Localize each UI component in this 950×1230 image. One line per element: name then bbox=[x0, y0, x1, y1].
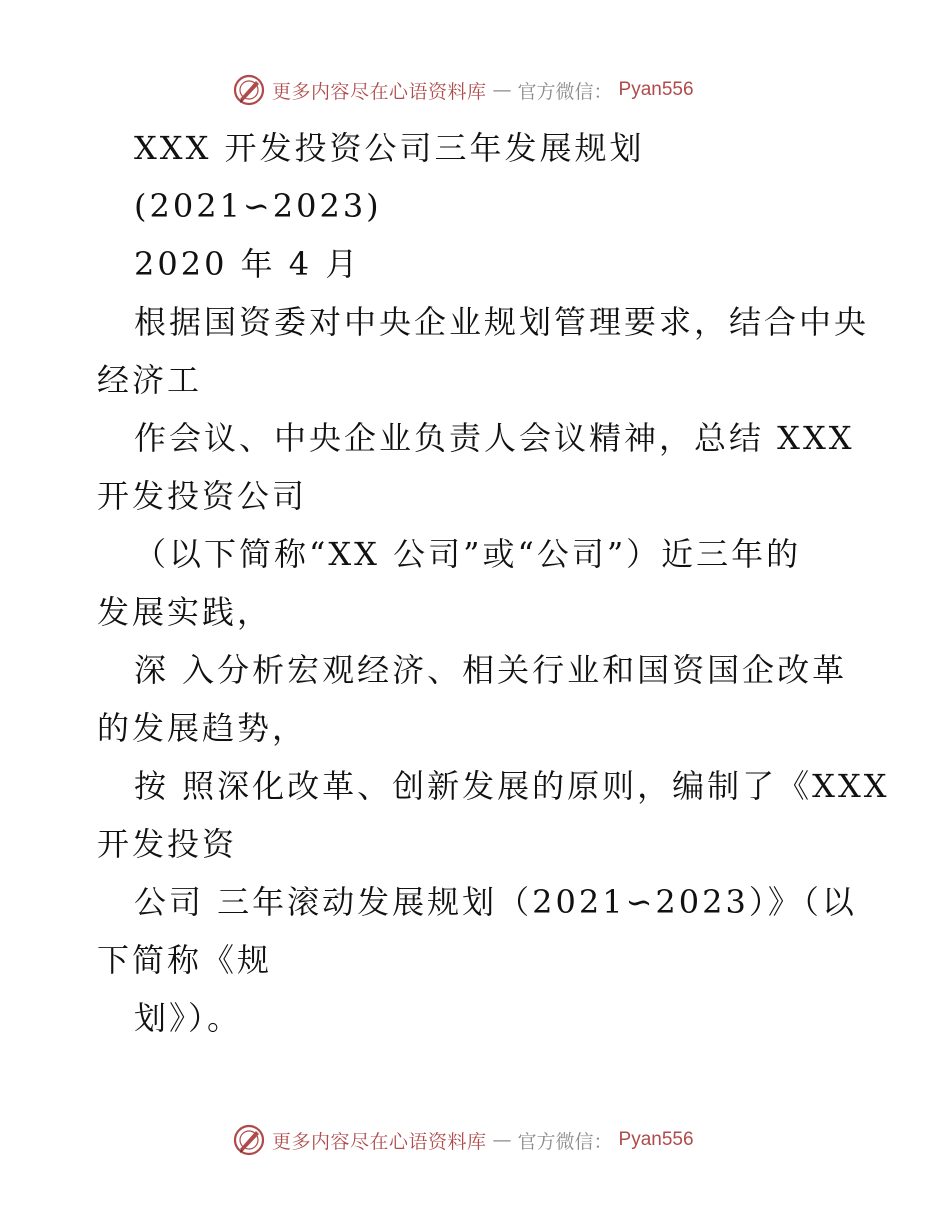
document-title: XXX 开发投资公司三年发展规划 bbox=[134, 129, 645, 167]
banner-separator: — bbox=[492, 79, 512, 101]
paragraph-line: 根据国资委对中央企业规划管理要求，结合中央 bbox=[134, 303, 870, 341]
paragraph-line: 经济工 bbox=[97, 361, 203, 399]
banner-wechat-label: 官方微信： bbox=[517, 80, 613, 103]
paragraph-line: 按 照深化改革、创新发展的原则，编制了《XXX bbox=[134, 767, 890, 805]
paragraph-line: 深 入分析宏观经济、相关行业和国资国企改革 bbox=[134, 651, 848, 689]
footer-banner bbox=[232, 1121, 694, 1159]
paragraph-line: 下简称《规 bbox=[97, 941, 273, 979]
paragraph-line: 开发投资 bbox=[97, 825, 238, 863]
quill-seal-icon bbox=[232, 73, 266, 107]
banner-wechat-id: Pyan556 bbox=[618, 1129, 694, 1150]
banner-main-text: 更多内容尽在心语资料库 bbox=[272, 1130, 487, 1153]
quill-seal-icon bbox=[232, 1123, 266, 1157]
paragraph-line: 作会议、中央企业负责人会议精神，总结 XXX bbox=[134, 419, 855, 457]
banner-main-text: 更多内容尽在心语资料库 bbox=[272, 80, 487, 103]
banner-separator: — bbox=[492, 1129, 512, 1151]
banner-wechat-label: 官方微信： bbox=[517, 1130, 613, 1153]
paragraph-line: 划》）。 bbox=[134, 999, 243, 1037]
paragraph-line: 发展实践， bbox=[97, 593, 273, 631]
paragraph-line: （以下简称“XX 公司”或“公司”）近三年的 bbox=[134, 535, 802, 573]
banner-wechat-id: Pyan556 bbox=[618, 79, 694, 100]
document-date: 2020 年 4 月 bbox=[134, 245, 361, 283]
paragraph-line: 的发展趋势， bbox=[97, 709, 308, 747]
header-banner bbox=[232, 71, 694, 109]
document-period: (2021∽2023) bbox=[134, 187, 382, 225]
paragraph-line: 开发投资公司 bbox=[97, 477, 308, 515]
paragraph-line: 公司 三年滚动发展规划（2021∽2023）》（以 bbox=[134, 883, 857, 921]
